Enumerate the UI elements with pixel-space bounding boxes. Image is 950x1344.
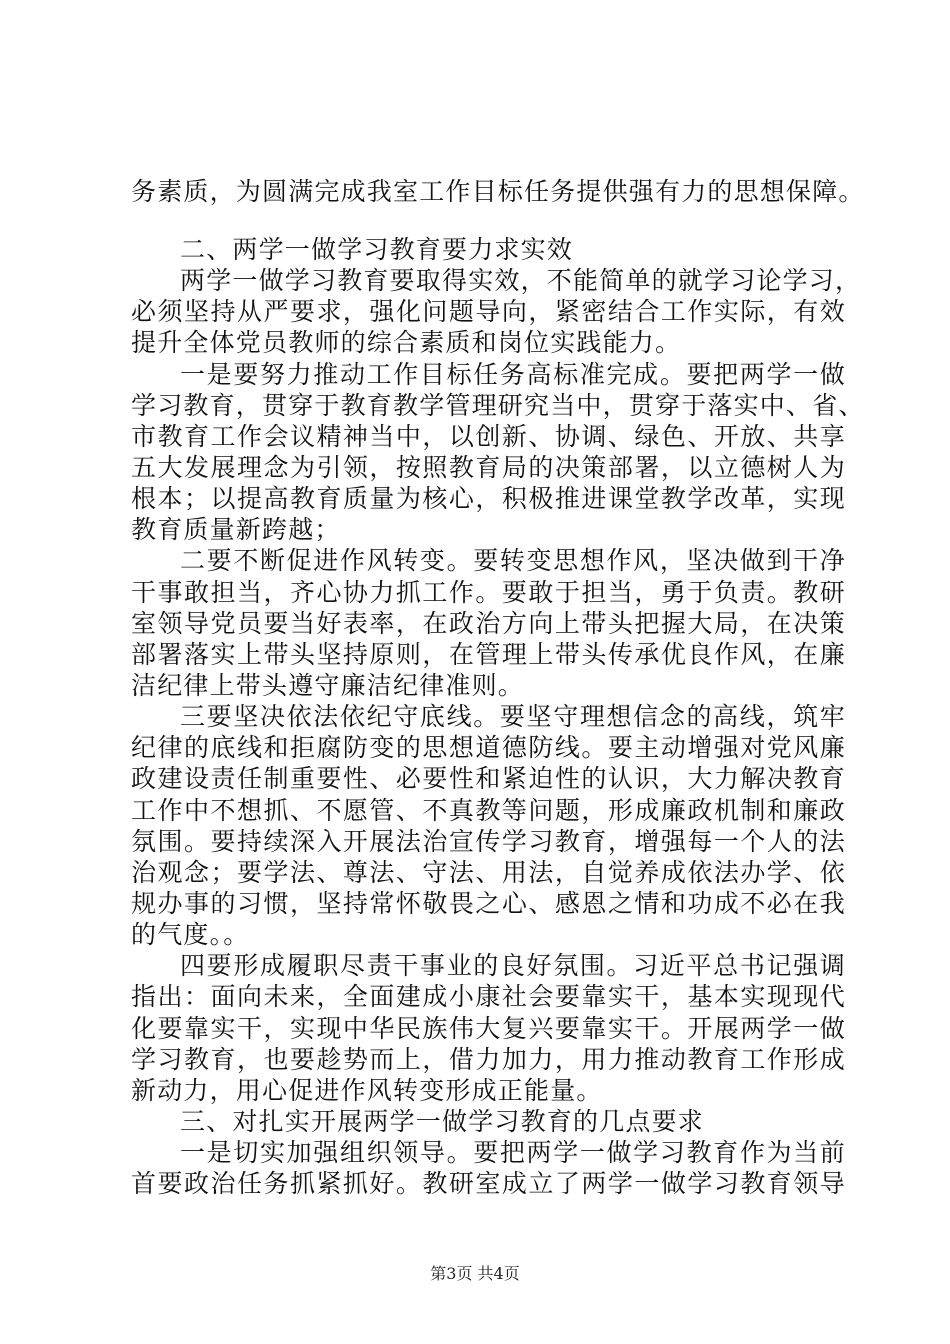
text-line: 学习教育，贯穿于教育教学管理研究当中，贯穿于落实中、省、 [131,391,865,420]
text-line: 纪律的底线和拒腐防变的思想道德防线。要主动增强对党风廉 [131,733,846,762]
text-line: 工作中不想抓、不愿管、不真教等问题，形成廉政机制和廉政 [131,796,846,825]
text-line: 新动力，用心促进作风转变形成正能量。 [131,1076,603,1105]
section-heading: 三、对扎实开展两学一做学习教育的几点要求 [180,1107,705,1136]
text-line: 二要不断促进作风转变。要转变思想作风，坚决做到干净 [180,546,846,575]
section-heading: 二、两学一做学习教育要力求实效 [180,235,574,264]
text-line: 一是切实加强组织领导。要把两学一做学习教育作为当前 [180,1138,846,1167]
text-line: 洁纪律上带头遵守廉洁纪律准则。 [131,671,525,700]
text-line: 的气度。。 [131,920,250,949]
text-line: 规办事的习惯，坚持常怀敬畏之心、感恩之情和功成不必在我 [131,889,846,918]
text-line: 干事敢担当，齐心协力抓工作。要敢于担当，勇于负责。教研 [131,578,846,607]
text-line: 教育质量新跨越； [131,515,341,544]
text-line: 学习教育，也要趁势而上，借力加力，用力推动教育工作形成 [131,1045,846,1074]
text-line: 必须坚持从严要求，强化问题导向，紧密结合工作实际，有效 [131,297,846,326]
text-line: 政建设责任制重要性、必要性和紧迫性的认识，大力解决教育 [131,764,846,793]
text-line: 指出：面向未来，全面建成小康社会要靠实干，基本实现现代 [131,982,846,1011]
text-line: 两学一做学习教育要取得实效，不能简单的就学习论学习， [180,266,862,295]
text-line: 部署落实上带头坚持原则，在管理上带头传承优良作风，在廉 [131,640,846,669]
text-line: 三要坚决依法依纪守底线。要坚守理想信念的高线，筑牢 [180,702,846,731]
text-line: 市教育工作会议精神当中，以创新、协调、绿色、开放、共享 [131,422,846,451]
text-line: 四要形成履职尽责干事业的良好氛围。习近平总书记强调 [180,951,846,980]
text-line: 氛围。要持续深入开展法治宣传学习教育，增强每一个人的法 [131,827,846,856]
text-line: 五大发展理念为引领，按照教育局的决策部署，以立德树人为 [131,453,846,482]
text-line: 室领导党员要当好表率，在政治方向上带头把握大局，在决策 [131,609,846,638]
text-line: 一是要努力推动工作目标任务高标准完成。要把两学一做 [180,360,846,389]
text-line: 首要政治任务抓紧抓好。教研室成立了两学一做学习教育领导 [131,1169,846,1198]
text-line: 提升全体党员教师的综合素质和岗位实践能力。 [131,328,682,357]
page-footer: 第3页 共4页 [430,1264,520,1283]
text-line: 化要靠实干，实现中华民族伟大复兴要靠实干。开展两学一做 [131,1014,846,1043]
text-line: 治观念；要学法、尊法、守法、用法，自觉养成依法办学、依 [131,858,846,887]
text-line: 根本；以提高教育质量为核心，积极推进课堂教学改革，实现 [131,484,846,513]
text-line: 务素质，为圆满完成我室工作目标任务提供强有力的思想保障。 [131,177,865,206]
